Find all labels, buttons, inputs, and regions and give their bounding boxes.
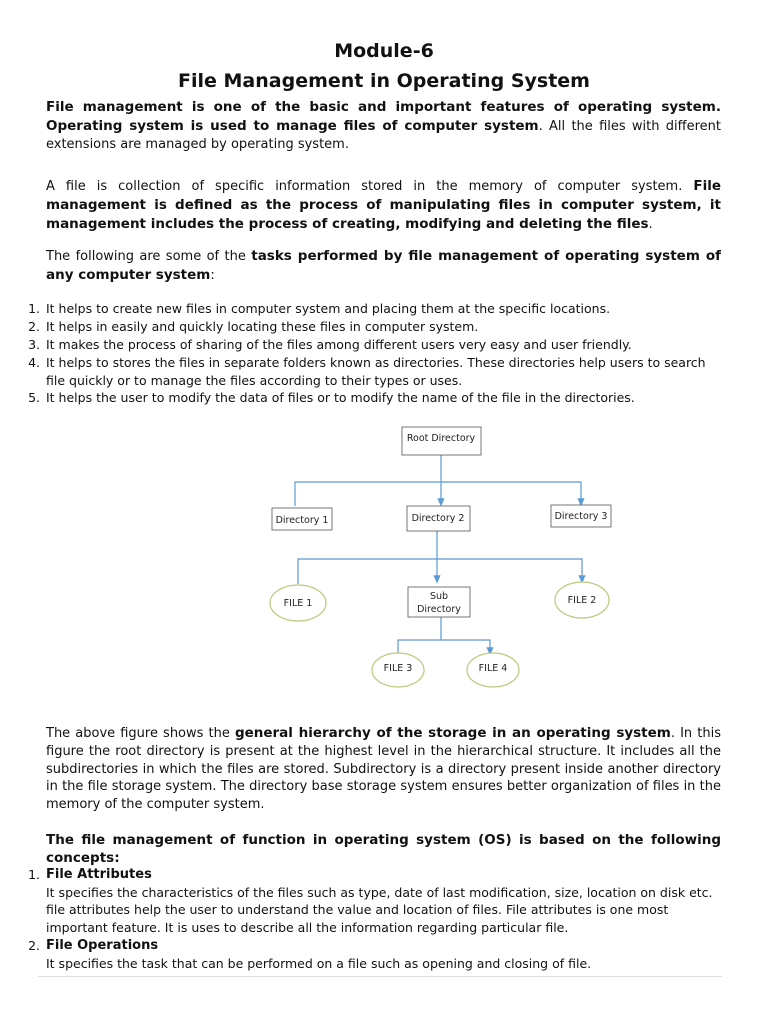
list-text: It helps the user to modify the data of files or to modify the name of the file in the directories.	[46, 390, 635, 405]
concepts-heading: The file management of function in operating system (OS) is based on the following concepts:	[46, 832, 721, 866]
concept-item	[28, 937, 721, 972]
tasks-intro-bold: tasks performed by file management of operating system of any computer system	[46, 248, 721, 283]
concept-text: It specifies the characteristics of the files such as type, date of last modification, size, location on disk etc. file attributes help the user to understand the value and location of files. File attributes is one most important feature. It is uses to describe all the information regarding particular file.	[46, 884, 713, 935]
concept-heading: File Operations	[46, 938, 159, 953]
connector-line	[398, 640, 490, 653]
list-text: It helps to stores the files in separate folders known as directories. These directories help users to search file quickly or to manage the files according to their types or uses.	[46, 355, 706, 388]
root-label: Root Directory	[406, 433, 476, 444]
concept-number: 2.	[28, 938, 40, 953]
tasks-intro-end: :	[210, 268, 215, 283]
hierarchy-bold: general hierarchy of the storage in an operating system	[234, 725, 671, 741]
list-number: 2.	[28, 319, 40, 334]
definition-end: .	[648, 217, 653, 232]
connector-line	[298, 559, 582, 584]
dir3-label: Directory 3	[554, 511, 608, 522]
intro-text: . All the files with different extensions are managed by operating system.	[46, 119, 721, 152]
module-title: Module-6	[334, 40, 434, 62]
concept-heading: File Attributes	[46, 867, 152, 882]
file4-label: FILE 4	[478, 663, 508, 674]
sub-label-2: Directory	[417, 604, 461, 615]
list-text: It helps in easily and quickly locating these files in computer system.	[46, 319, 479, 334]
concept-text: It specifies the task that can be performed on a file such as opening and closing of file.	[46, 955, 592, 971]
tasks-intro-text: The following are some of the	[46, 249, 252, 264]
list-number: 1.	[28, 301, 40, 316]
list-number: 3.	[28, 337, 40, 352]
file1-label: FILE 1	[283, 598, 313, 609]
hierarchy-rest: . In this figure the root directory is present at the highest level in the hierarchical structure. It includes all the subdirectories in which the files are stored. Subdirectory is a directory present inside another directory in the file storage system. The directory base storage system ensures better organization of files in the memory of the computer system.	[46, 726, 721, 813]
sub-label-1: Sub	[429, 591, 449, 602]
dir1-label: Directory 1	[275, 515, 329, 526]
page-divider	[38, 976, 722, 977]
list-number: 5.	[28, 390, 40, 405]
page-title: File Management in Operating System	[178, 70, 590, 92]
intro-bold: File management is one of the basic and important features of operating system. Operating system is used to manage files of computer system	[46, 99, 721, 134]
dir2-label: Directory 2	[411, 513, 465, 524]
hierarchy-paragraph	[46, 725, 721, 814]
definition-text: A file is collection of specific information stored in the memory of computer system.	[46, 179, 694, 194]
hierarchy-text: The above figure shows the	[46, 726, 235, 741]
file3-label: FILE 3	[383, 663, 413, 674]
connector-line	[295, 482, 581, 506]
list-text: It helps to create new files in computer system and placing them at the specific locations.	[46, 301, 611, 316]
concept-number: 1.	[28, 867, 40, 882]
list-number: 4.	[28, 355, 40, 370]
concept-item	[28, 866, 721, 936]
file2-label: FILE 2	[567, 595, 597, 606]
definition-bold: File management is defined as the process of manipulating files in computer system, it management includes the process of creating, modifying and deleting the files	[46, 178, 721, 232]
list-text: It makes the process of sharing of the files among different users very easy and user friendly.	[46, 337, 632, 352]
